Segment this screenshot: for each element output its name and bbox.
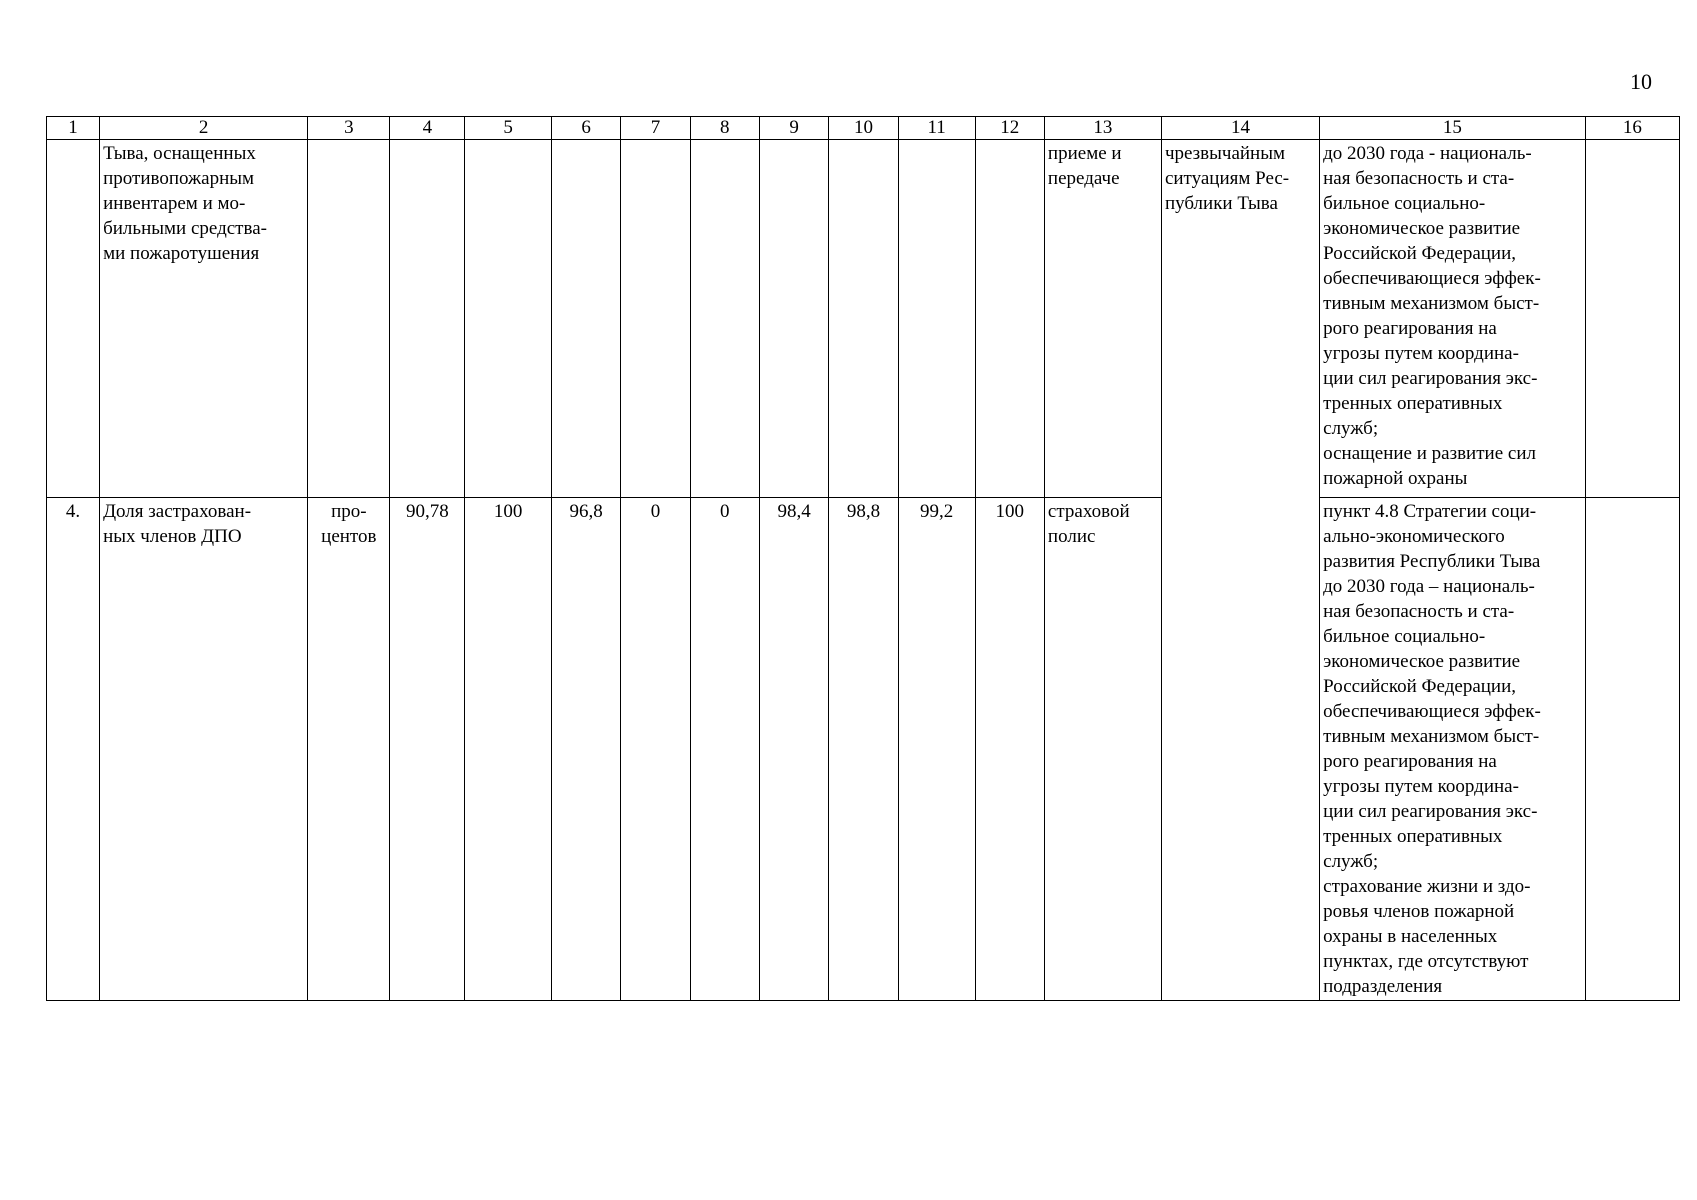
col-header-13: 13 bbox=[1044, 117, 1161, 140]
cell-value-9: 98,4 bbox=[759, 498, 828, 1001]
cell-responsible: чрезвычайным ситуациям Рес- публики Тыва bbox=[1161, 140, 1319, 1001]
cell-value-4 bbox=[390, 140, 465, 498]
col-header-14: 14 bbox=[1161, 117, 1319, 140]
col-header-5: 5 bbox=[465, 117, 552, 140]
col-header-10: 10 bbox=[829, 117, 898, 140]
cell-number bbox=[47, 140, 100, 498]
indicators-table bbox=[46, 116, 1680, 1001]
table-row-4 bbox=[47, 498, 1680, 1001]
cell-indicator-name: Доля застрахован- ных членов ДПО bbox=[100, 498, 308, 1001]
col-header-6: 6 bbox=[551, 117, 620, 140]
col-header-15: 15 bbox=[1320, 117, 1585, 140]
cell-value-11 bbox=[898, 140, 975, 498]
cell-value-5: 100 bbox=[465, 498, 552, 1001]
cell-value-7 bbox=[621, 140, 690, 498]
cell-value-6: 96,8 bbox=[551, 498, 620, 1001]
col-header-1: 1 bbox=[47, 117, 100, 140]
cell-col16 bbox=[1585, 498, 1679, 1001]
col-header-4: 4 bbox=[390, 117, 465, 140]
cell-value-5 bbox=[465, 140, 552, 498]
cell-value-12 bbox=[975, 140, 1044, 498]
table-row-continuation bbox=[47, 140, 1680, 498]
cell-value-11: 99,2 bbox=[898, 498, 975, 1001]
col-header-9: 9 bbox=[759, 117, 828, 140]
cell-indicator-name: Тыва, оснащенных противопожарным инвентарем и мо- бильными средства- ми пожаротушения bbox=[100, 140, 308, 498]
cell-value-6 bbox=[551, 140, 620, 498]
cell-col16 bbox=[1585, 140, 1679, 498]
cell-unit: про- центов bbox=[308, 498, 390, 1001]
cell-number: 4. bbox=[47, 498, 100, 1001]
col-header-16: 16 bbox=[1585, 117, 1679, 140]
col-header-11: 11 bbox=[898, 117, 975, 140]
cell-method: страховой полис bbox=[1044, 498, 1161, 1001]
col-header-8: 8 bbox=[690, 117, 759, 140]
cell-strategy-link: пункт 4.8 Стратегии соци- ально-экономического развития Республики Тыва до 2030 года – националь- ная безопасность и ста- бильное социально- экономическое развитие Российской Федерации, обеспечивающиеся эффек- тивным механизмом быст- рого реагирования на угрозы путем координа- ции сил реагирования экс- тренных оперативных служб; страхование жизни и здо- ровья членов пожарной охраны в населенных пунктах, где отсутствуют подразделения bbox=[1320, 498, 1585, 1001]
cell-value-10: 98,8 bbox=[829, 498, 898, 1001]
col-header-12: 12 bbox=[975, 117, 1044, 140]
cell-value-4: 90,78 bbox=[390, 498, 465, 1001]
cell-unit bbox=[308, 140, 390, 498]
cell-value-8: 0 bbox=[690, 498, 759, 1001]
cell-value-10 bbox=[829, 140, 898, 498]
col-header-2: 2 bbox=[100, 117, 308, 140]
cell-value-9 bbox=[759, 140, 828, 498]
cell-value-8 bbox=[690, 140, 759, 498]
col-header-3: 3 bbox=[308, 117, 390, 140]
page-number: 10 bbox=[1630, 69, 1652, 94]
cell-method: приеме и передаче bbox=[1044, 140, 1161, 498]
cell-strategy-link: до 2030 года - националь- ная безопасность и ста- бильное социально- экономическое развитие Российской Федерации, обеспечивающиеся эффек- тивным механизмом быст- рого реагирования на угрозы путем координа- ции сил реагирования экс- тренных оперативных служб; оснащение и развитие сил пожарной охраны bbox=[1320, 140, 1585, 498]
cell-value-7: 0 bbox=[621, 498, 690, 1001]
header-row bbox=[47, 117, 1680, 140]
cell-value-12: 100 bbox=[975, 498, 1044, 1001]
col-header-7: 7 bbox=[621, 117, 690, 140]
